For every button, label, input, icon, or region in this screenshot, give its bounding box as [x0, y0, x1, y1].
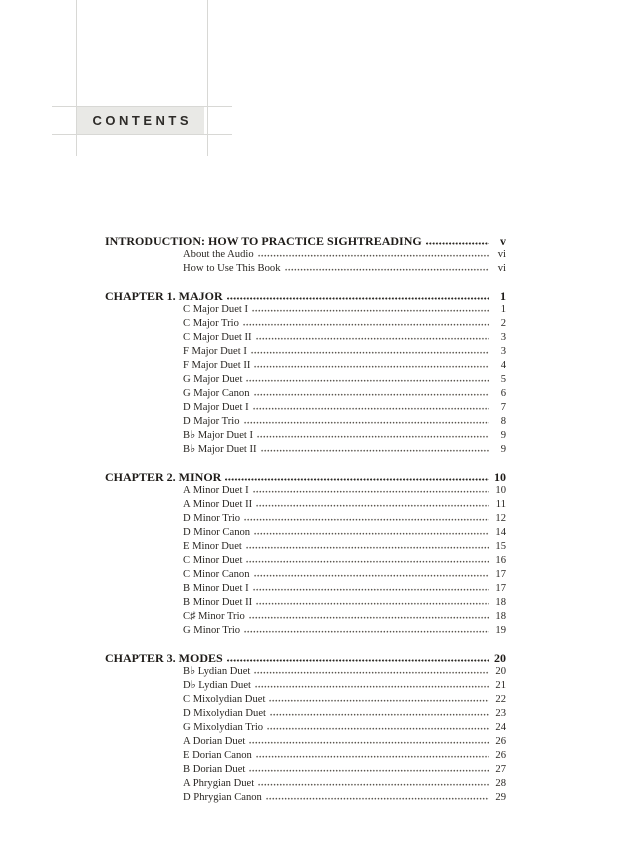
toc-page-number: 6: [500, 388, 506, 399]
dot-leader: [243, 322, 489, 326]
toc-page-number: 17: [495, 569, 506, 580]
toc-page-number: 23: [495, 708, 506, 719]
toc-page-number: 3: [500, 332, 506, 343]
toc-entry-title: B♭ Lydian Duet: [183, 666, 251, 677]
toc-entry-title: C Major Duet II: [183, 332, 252, 343]
dot-leader: [244, 629, 489, 633]
toc-page-number: 22: [495, 694, 506, 705]
toc-chapter-row: [105, 651, 506, 665]
toc-page-number: 9: [500, 444, 506, 455]
toc-entry-title: C♯ Minor Trio: [183, 611, 245, 622]
toc-entry-row: [105, 693, 506, 707]
toc-page-number: 18: [495, 611, 506, 622]
toc-page-number: 3: [500, 346, 506, 357]
toc-entry-row: [105, 582, 506, 596]
dot-leader: [249, 740, 489, 744]
toc-section: [105, 289, 506, 457]
toc-page-number: 28: [495, 778, 506, 789]
toc-page-number: vi: [497, 249, 506, 260]
toc-chapter-title: INTRODUCTION: HOW TO PRACTICE SIGHTREADING: [105, 234, 422, 248]
toc-page-number: 19: [495, 625, 506, 636]
dot-leader: [227, 296, 489, 300]
toc-entry-title: C Minor Canon: [183, 569, 250, 580]
toc-page-number: 4: [500, 360, 506, 371]
toc-entry-title: G Minor Trio: [183, 625, 241, 636]
dot-leader: [244, 420, 489, 424]
toc-page-number: 9: [500, 430, 506, 441]
dot-leader: [256, 754, 489, 758]
toc-entry-row: [105, 665, 506, 679]
toc-entry-row: [105, 679, 506, 693]
toc-entry-title: About the Audio: [183, 249, 254, 260]
dot-leader: [254, 392, 490, 396]
toc-entry-title: B Minor Duet I: [183, 583, 249, 594]
toc-entry-row: [105, 777, 506, 791]
toc-entry-title: G Mixolydian Trio: [183, 722, 264, 733]
toc-entry-row: [105, 387, 506, 401]
dot-leader: [249, 615, 489, 619]
toc-entry-row: [105, 498, 506, 512]
toc-entry-title: F Major Duet I: [183, 346, 247, 357]
dot-leader: [256, 336, 489, 340]
toc-entry-row: [105, 512, 506, 526]
toc-entry-title: C Mixolydian Duet: [183, 694, 266, 705]
toc-entry-title: G Major Duet: [183, 374, 243, 385]
toc-chapter-title: CHAPTER 2. MINOR: [105, 470, 222, 484]
dot-leader: [258, 782, 489, 786]
toc-page-number: 1: [500, 304, 506, 315]
toc-entry-title: A Minor Duet I: [183, 485, 249, 496]
toc-entry-title: E Minor Duet: [183, 541, 242, 552]
dot-leader: [257, 434, 489, 438]
toc-entry-title: D Minor Canon: [183, 527, 251, 538]
toc-page-number: 1: [500, 289, 506, 303]
dot-leader: [266, 796, 489, 800]
toc-entry-row: [105, 248, 506, 262]
toc-entry-row: [105, 345, 506, 359]
toc-page-number: 10: [495, 485, 506, 496]
toc-chapter-title: CHAPTER 3. MODES: [105, 651, 223, 665]
toc-entry-row: [105, 317, 506, 331]
toc-page-number: 10: [494, 470, 506, 484]
toc-entry-row: [105, 401, 506, 415]
toc-entry-title: D Major Duet I: [183, 402, 249, 413]
dot-leader: [253, 587, 489, 591]
toc-entry-row: [105, 568, 506, 582]
toc-page-number: 11: [495, 499, 506, 510]
toc-page-number: 14: [495, 527, 506, 538]
page-title: CONTENTS: [92, 113, 192, 128]
dot-leader: [270, 712, 489, 716]
decorative-horizontal-rule-bottom: [52, 134, 232, 135]
toc-entry-row: [105, 331, 506, 345]
toc-entry-row: [105, 791, 506, 805]
toc-entry-row: [105, 610, 506, 624]
dot-leader: [254, 531, 489, 535]
toc-entry-title: B♭ Major Duet I: [183, 430, 254, 441]
toc-chapter-row: [105, 289, 506, 303]
toc-page-number: 21: [495, 680, 506, 691]
toc-entry-title: D Minor Trio: [183, 513, 241, 524]
toc-chapter-title: CHAPTER 1. MAJOR: [105, 289, 223, 303]
toc-page-number: 29: [495, 792, 506, 803]
toc-entry-title: D Mixolydian Duet: [183, 708, 266, 719]
decorative-vertical-rule-right: [207, 0, 208, 156]
dot-leader: [227, 658, 489, 662]
toc-entry-title: B♭ Major Duet II: [183, 444, 257, 455]
toc-entry-title: E Dorian Canon: [183, 750, 252, 761]
dot-leader: [254, 573, 489, 577]
toc-entry-row: [105, 443, 506, 457]
dot-leader: [256, 503, 489, 507]
toc-page-number: 8: [500, 416, 506, 427]
toc-entry-row: [105, 596, 506, 610]
toc-section: [105, 234, 506, 276]
toc-entry-row: [105, 359, 506, 373]
toc-entry-title: D Phrygian Canon: [183, 792, 262, 803]
toc-page-number: 5: [500, 374, 506, 385]
toc-entry-title: B Dorian Duet: [183, 764, 246, 775]
toc-entry-title: C Major Trio: [183, 318, 239, 329]
dot-leader: [261, 448, 489, 452]
dot-leader: [252, 308, 489, 312]
toc-entry-row: [105, 624, 506, 638]
toc-section: [105, 470, 506, 638]
dot-leader: [269, 698, 489, 702]
toc-page-number: 15: [495, 541, 506, 552]
toc-entry-row: [105, 554, 506, 568]
toc-page-number: 27: [495, 764, 506, 775]
toc-entry-row: [105, 707, 506, 721]
toc: [105, 234, 506, 805]
dot-leader: [255, 684, 489, 688]
dot-leader: [249, 768, 489, 772]
dot-leader: [258, 253, 489, 257]
toc-chapter-row: [105, 470, 506, 484]
toc-entry-row: [105, 735, 506, 749]
dot-leader: [254, 670, 489, 674]
toc-entry-row: [105, 721, 506, 735]
toc-entry-title: D Major Trio: [183, 416, 240, 427]
toc-page-number: v: [500, 234, 506, 248]
dot-leader: [285, 267, 489, 271]
toc-entry-row: [105, 429, 506, 443]
dot-leader: [254, 364, 489, 368]
toc-entry-row: [105, 373, 506, 387]
toc-page-number: 20: [495, 666, 506, 677]
dot-leader: [253, 489, 489, 493]
toc-entry-row: [105, 763, 506, 777]
dot-leader: [267, 726, 489, 730]
toc-entry-title: C Minor Duet: [183, 555, 243, 566]
toc-section: [105, 651, 506, 805]
toc-page-number: 2: [500, 318, 506, 329]
toc-entry-row: [105, 526, 506, 540]
dot-leader: [225, 477, 489, 481]
toc-page-number: 24: [495, 722, 506, 733]
dot-leader: [253, 406, 489, 410]
toc-page-number: vi: [497, 263, 506, 274]
dot-leader: [246, 559, 489, 563]
toc-page-number: 12: [495, 513, 506, 524]
toc-entry-row: [105, 415, 506, 429]
toc-entry-row: [105, 540, 506, 554]
toc-entry-title: How to Use This Book: [183, 263, 281, 274]
toc-page-number: 20: [494, 651, 506, 665]
toc-entry-row: [105, 484, 506, 498]
dot-leader: [246, 545, 489, 549]
dot-leader: [246, 378, 489, 382]
toc-page-number: 26: [495, 750, 506, 761]
toc-page-number: 7: [500, 402, 506, 413]
toc-entry-row: [105, 303, 506, 317]
dot-leader: [244, 517, 489, 521]
toc-entry-title: G Major Canon: [183, 388, 250, 399]
toc-page-number: 26: [495, 736, 506, 747]
toc-page-number: 18: [495, 597, 506, 608]
toc-entry-row: [105, 262, 506, 276]
toc-entry-title: A Dorian Duet: [183, 736, 246, 747]
toc-page-number: 17: [495, 583, 506, 594]
dot-leader: [251, 350, 489, 354]
toc-entry-title: A Phrygian Duet: [183, 778, 255, 789]
toc-page-number: 16: [495, 555, 506, 566]
dot-leader: [426, 241, 489, 245]
contents-title-box: [77, 107, 204, 134]
toc-entry-title: C Major Duet I: [183, 304, 249, 315]
toc-entry-title: B Minor Duet II: [183, 597, 253, 608]
dot-leader: [256, 601, 489, 605]
toc-entry-title: A Minor Duet II: [183, 499, 253, 510]
toc-chapter-row: [105, 234, 506, 248]
toc-entry-title: D♭ Lydian Duet: [183, 680, 251, 691]
toc-entry-row: [105, 749, 506, 763]
toc-entry-title: F Major Duet II: [183, 360, 251, 371]
